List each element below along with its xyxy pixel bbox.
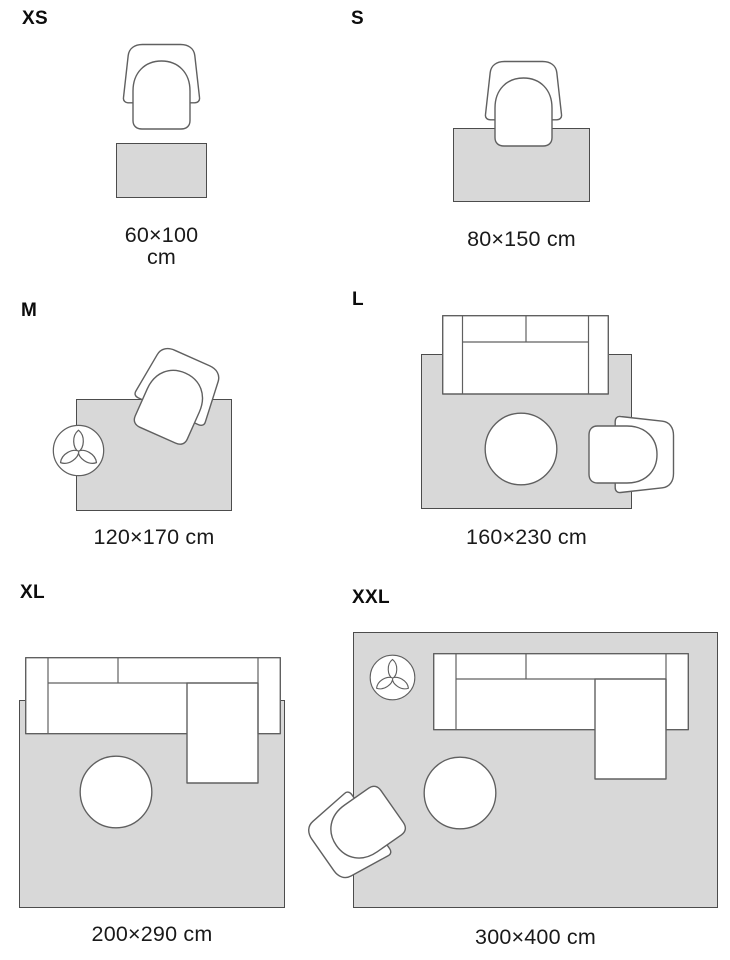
armchair-icon: [119, 40, 204, 131]
sofa-icon: [442, 315, 609, 395]
size-label-xl: XL: [20, 582, 45, 603]
dimension-label-s: 80×150 cm: [467, 227, 576, 251]
plant-icon: [369, 654, 416, 701]
size-label-s: S: [351, 8, 364, 29]
armchair-icon: [481, 57, 566, 148]
coffee-table-icon: [423, 756, 497, 830]
rug-xs: [116, 143, 207, 198]
coffee-table-icon: [484, 412, 558, 486]
dimension-label-m: 120×170 cm: [93, 525, 215, 549]
armchair-icon: [587, 412, 678, 497]
size-label-xxl: XXL: [352, 587, 390, 608]
size-label-m: M: [21, 300, 38, 321]
dimension-label-l: 160×230 cm: [466, 525, 587, 549]
size-label-l: L: [352, 289, 364, 310]
size-label-xs: XS: [22, 8, 48, 29]
dimension-label-xl: 200×290 cm: [91, 922, 213, 946]
dimension-label-xxl: 300×400 cm: [475, 925, 596, 949]
coffee-table-icon: [79, 755, 153, 829]
sectional-sofa-icon: [25, 657, 281, 784]
plant-icon: [52, 424, 105, 477]
dimension-label-xs: 60×100 cm: [124, 223, 199, 269]
